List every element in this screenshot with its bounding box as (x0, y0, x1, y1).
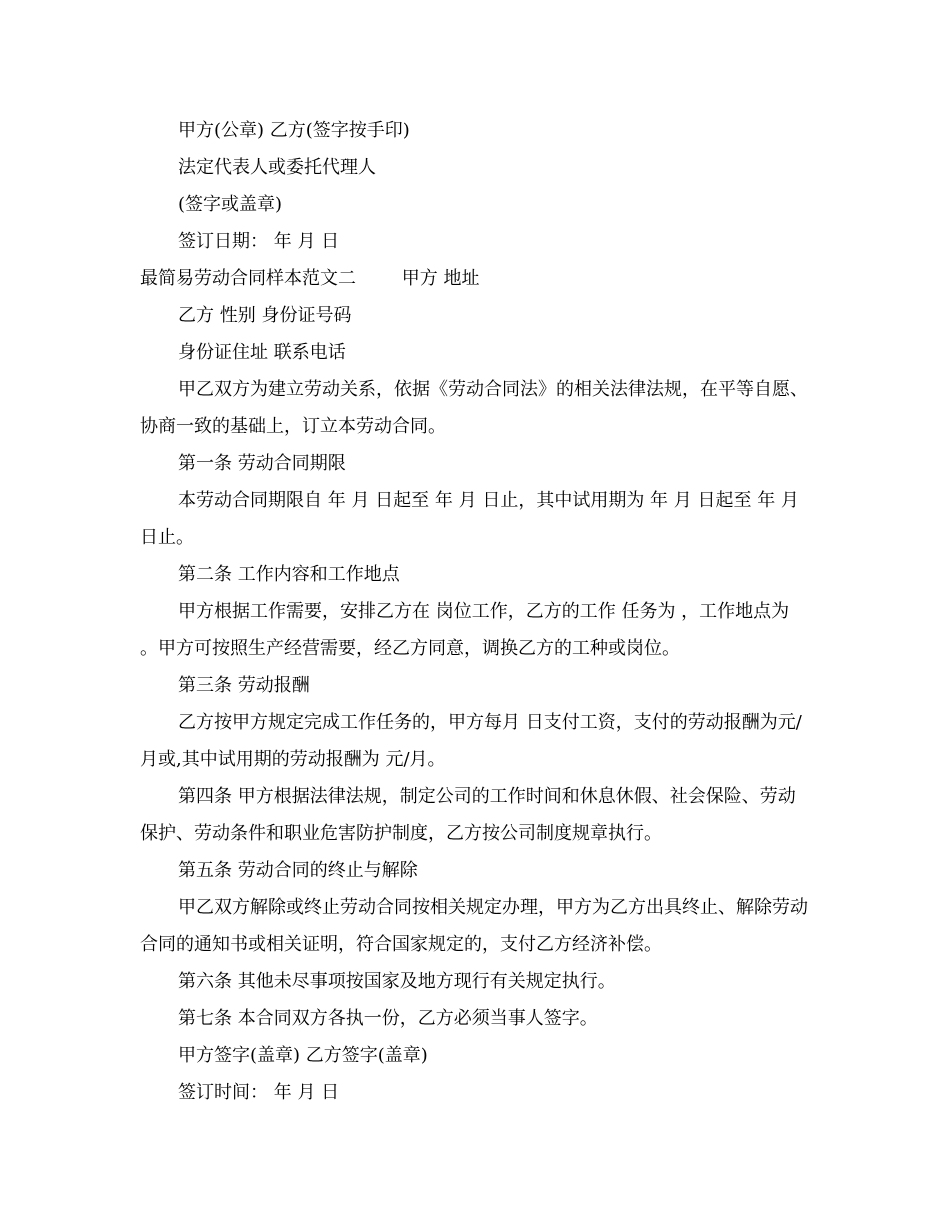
article-6-line: 第六条 其他未尽事项按国家及地方现行有关规定执行。 (178, 971, 616, 992)
legal-representative-line: 法定代表人或委托代理人 (178, 157, 376, 178)
party-b-info-line: 乙方 性别 身份证号码 (178, 305, 352, 326)
article-5-body: 甲乙双方解除或终止劳动合同按相关规定办理，甲方为乙方出具终止、解除劳动合同的通知书或相关证明，符合国家规定的，支付乙方经济补偿。 (140, 897, 808, 955)
article-5-title: 第五条 劳动合同的终止与解除 (178, 860, 418, 881)
address-phone-line: 身份证住址 联系电话 (178, 342, 346, 363)
sample-two-heading: 最简易劳动合同样本范文二 甲方 地址 (140, 268, 480, 289)
article-2-body: 甲方根据工作需要，安排乙方在 岗位工作，乙方的工作 任务为 ，工作地点为 。甲方可按照生产经营需要，经乙方同意，调换乙方的工种或岗位。 (140, 601, 790, 659)
article-7-line: 第七条 本合同双方各执一份，乙方必须当事人签字。 (178, 1008, 598, 1029)
article-2-title: 第二条 工作内容和工作地点 (178, 564, 400, 585)
preamble-paragraph: 甲乙双方为建立劳动关系，依据《劳动合同法》的相关法律法规，在平等自愿、协商一致的基础上，订立本劳动合同。 (140, 379, 808, 437)
article-3-title: 第三条 劳动报酬 (178, 675, 310, 696)
final-date-line: 签订时间： 年 月 日 (178, 1082, 340, 1103)
final-signatures-line: 甲方签字(盖章) 乙方签字(盖章) (178, 1045, 428, 1066)
sign-date-line: 签订日期： 年 月 日 (178, 231, 340, 252)
article-1-body: 本劳动合同期限自 年 月 日起至 年 月 日止，其中试用期为 年 月 日起至 年 月日止。 (140, 490, 799, 548)
contract-text (140, 112, 812, 1111)
article-4-paragraph: 第四条 甲方根据法律法规，制定公司的工作时间和休息休假、社会保险、劳动保护、劳动条件和职业危害防护制度，乙方按公司制度规章执行。 (140, 786, 796, 844)
signature-parties: 甲方(公章) 乙方(签字按手印) (178, 120, 410, 141)
article-1-title: 第一条 劳动合同期限 (178, 453, 346, 474)
sign-or-seal-line: (签字或盖章) (178, 194, 283, 215)
article-3-body: 乙方按甲方规定完成工作任务的，甲方每月 日支付工资，支付的劳动报酬为元/月或,其中试用期的劳动报酬为 元/月。 (140, 712, 802, 770)
